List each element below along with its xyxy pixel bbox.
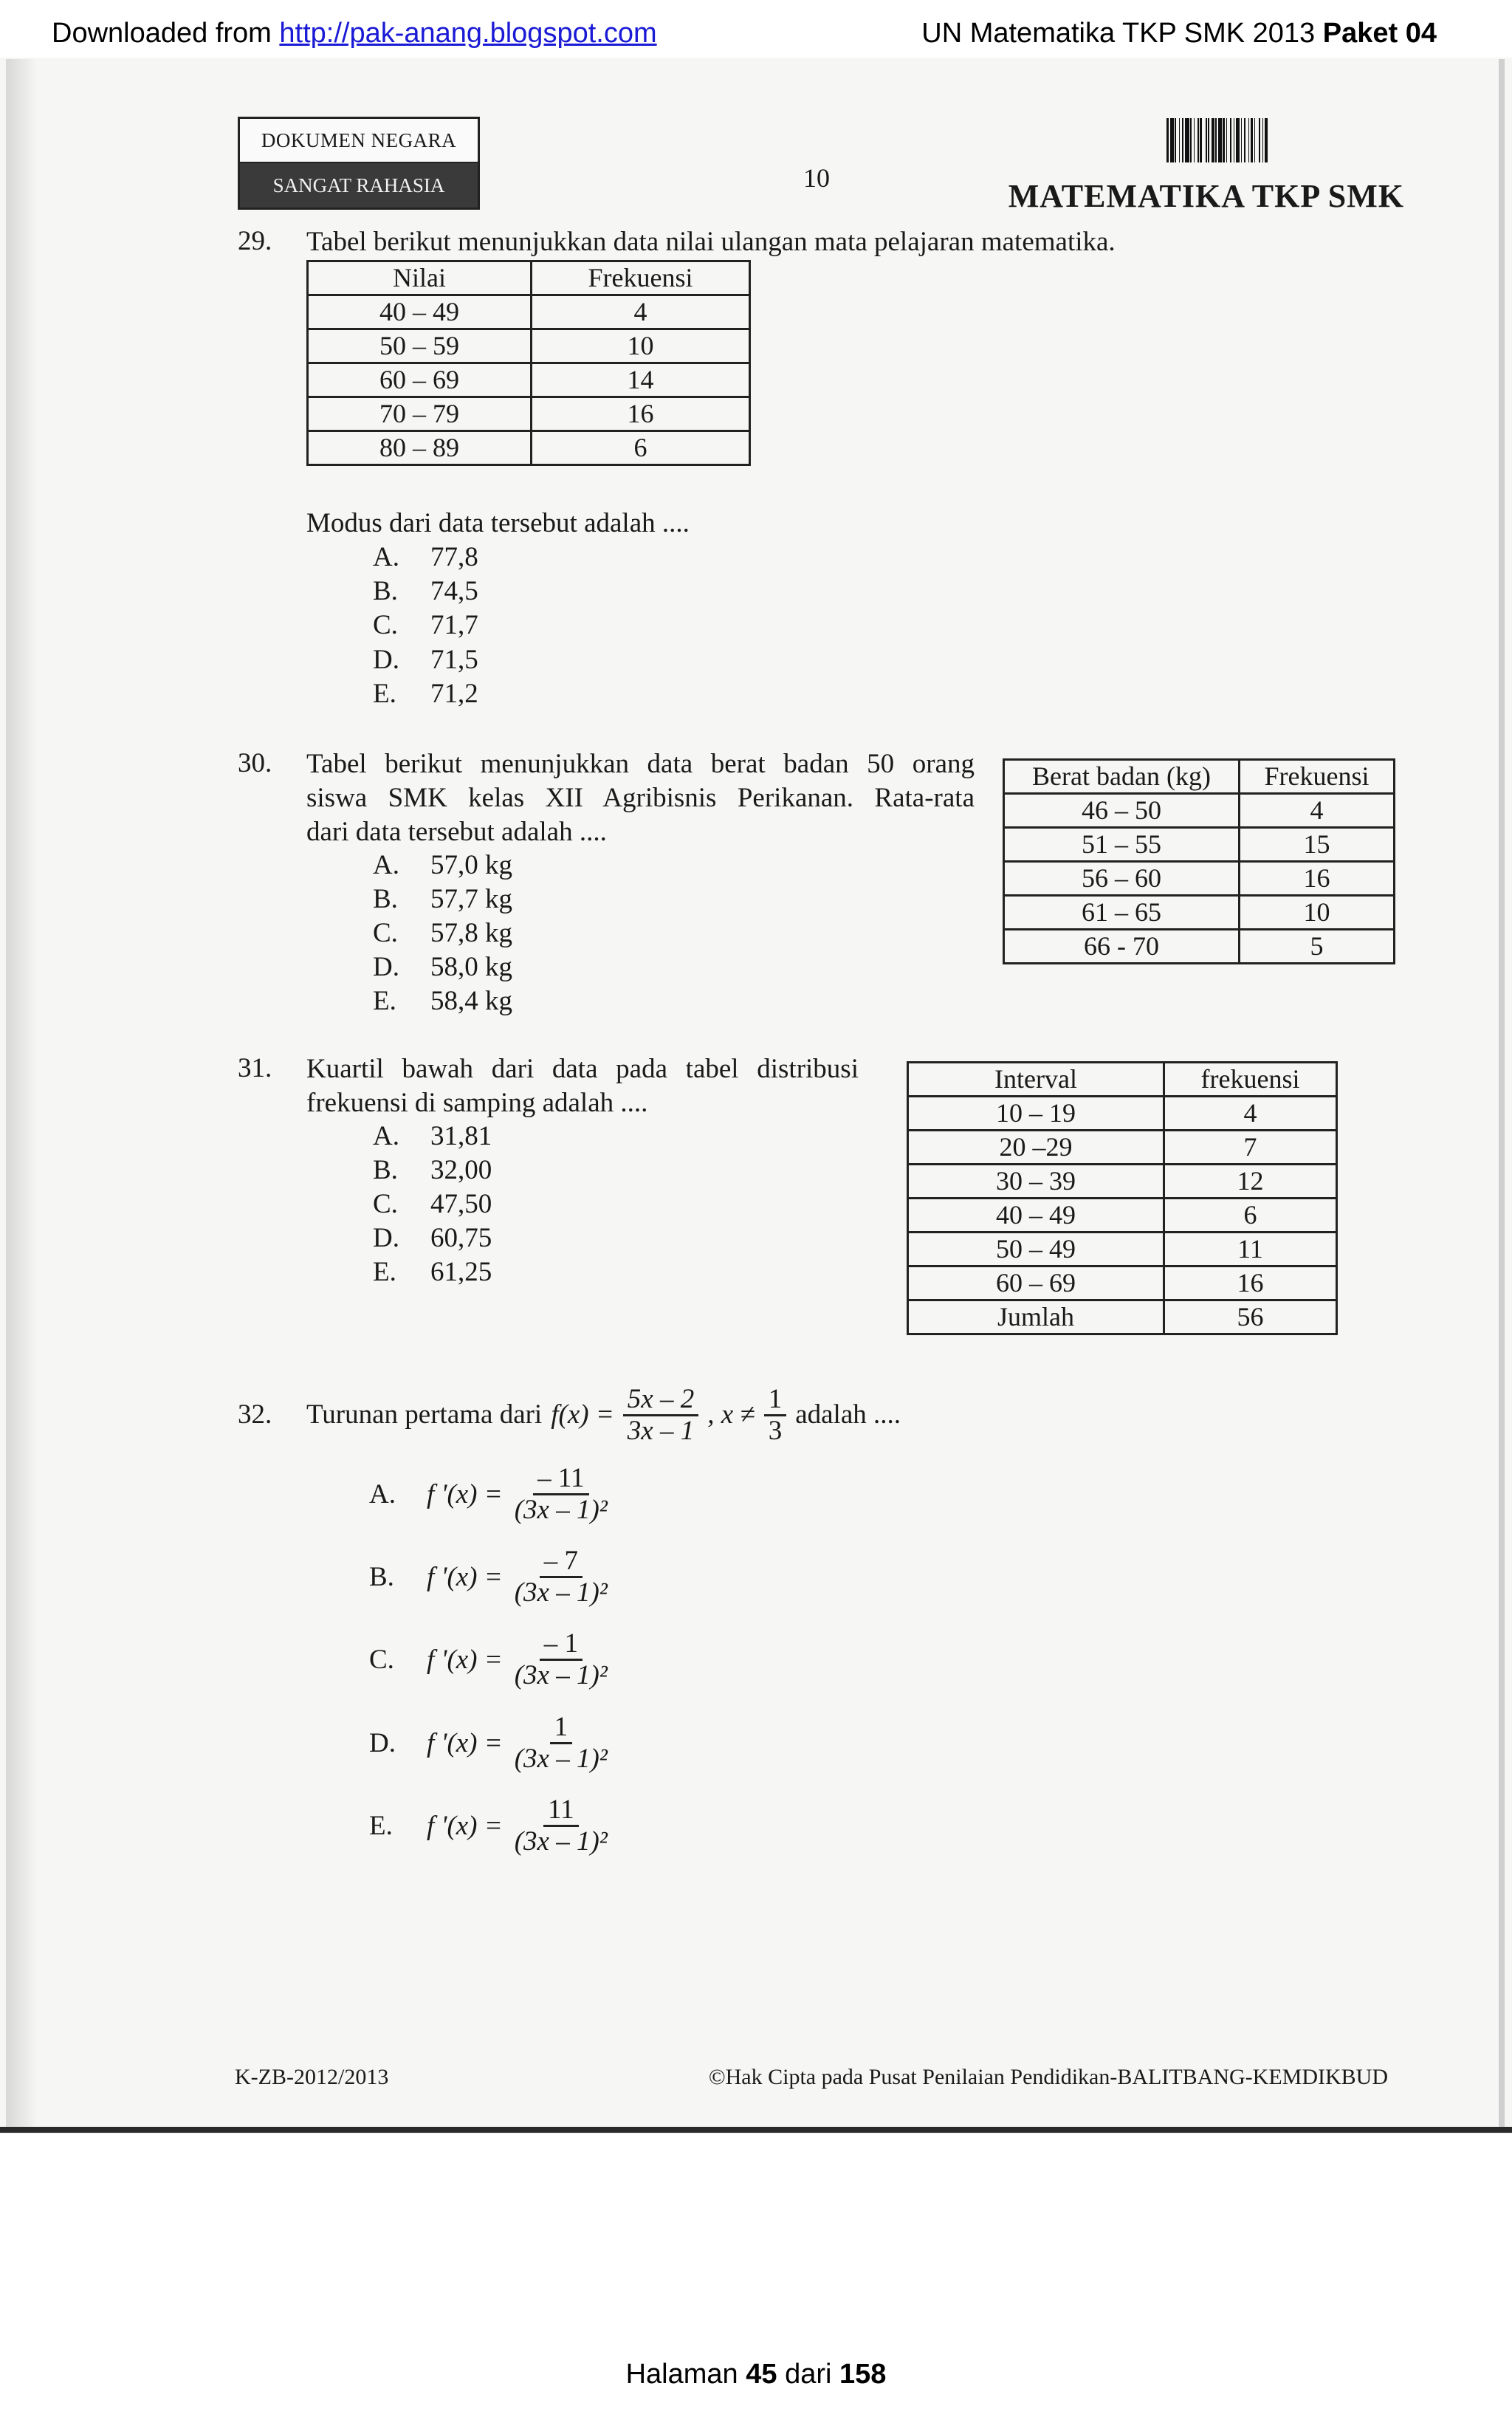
q29-question: Modus dari data tersebut adalah .... — [306, 508, 690, 538]
q29-option-a[interactable] — [373, 541, 478, 573]
document-code: K-ZB-2012/2013 — [235, 2065, 389, 2089]
table-cell: 14 — [532, 363, 750, 397]
option-lhs: f '(x) = — [427, 1478, 503, 1509]
q31-option-a[interactable] — [373, 1120, 492, 1152]
table-cell: 56 — [1164, 1300, 1337, 1334]
table-row — [908, 1233, 1337, 1266]
table-cell: 60 – 69 — [308, 363, 532, 397]
table-row — [308, 295, 750, 329]
table-cell: 70 – 79 — [308, 397, 532, 431]
option-letter: D. — [373, 1223, 399, 1253]
option-value: 74,5 — [430, 576, 478, 606]
table-cell: 7 — [1164, 1131, 1337, 1165]
fraction-numerator: – 11 — [533, 1464, 588, 1495]
option-value: 61,25 — [430, 1257, 492, 1287]
q29-text: Tabel berikut menunjukkan data nilai ulangan mata pelajaran matematika. — [306, 227, 1116, 257]
table-cell: 80 – 89 — [308, 431, 532, 465]
table-cell: 12 — [1164, 1165, 1337, 1199]
option-letter: C. — [373, 918, 398, 948]
exam-title-text: UN Matematika TKP SMK 2013 — [921, 18, 1323, 49]
table-header-cell: Frekuensi — [532, 261, 750, 295]
option-letter: B. — [373, 1155, 398, 1185]
q30-table — [1003, 758, 1395, 964]
option-letter: B. — [369, 1561, 394, 1592]
q29-option-c[interactable] — [373, 609, 478, 641]
table-row — [908, 1131, 1337, 1165]
option-letter: D. — [369, 1727, 396, 1758]
option-letter: B. — [373, 576, 398, 606]
table-cell: Jumlah — [908, 1300, 1164, 1334]
option-value: 58,0 kg — [430, 952, 512, 982]
q32-option-e[interactable] — [369, 1789, 612, 1862]
q30-option-a[interactable] — [373, 849, 512, 881]
option-letter: E. — [373, 679, 396, 709]
option-letter: C. — [373, 1189, 398, 1219]
page-prefix: Halaman — [625, 2359, 746, 2390]
table-cell: 11 — [1164, 1233, 1337, 1266]
table-cell: 6 — [532, 431, 750, 465]
table-header-row — [908, 1063, 1337, 1097]
table-cell: 16 — [532, 397, 750, 431]
option-value: 57,0 kg — [430, 850, 512, 880]
fraction-numerator: 1 — [764, 1385, 787, 1416]
q30-option-e[interactable] — [373, 985, 512, 1017]
table-row — [908, 1266, 1337, 1300]
table-cell: 4 — [532, 295, 750, 329]
table-header-cell: Berat badan (kg) — [1004, 760, 1240, 794]
option-letter: B. — [373, 884, 398, 914]
table-cell: 10 — [1240, 896, 1395, 930]
q30-text-line1: Tabel berikut menunjukkan data berat badan 50 orang — [306, 749, 975, 779]
q32-number: 32. — [238, 1399, 272, 1430]
table-cell: 61 – 65 — [1004, 896, 1240, 930]
option-value: 71,2 — [430, 679, 478, 709]
table-cell: 46 – 50 — [1004, 794, 1240, 828]
option-value: 57,8 kg — [430, 918, 512, 948]
q31-text-line2: frekuensi di samping adalah .... — [306, 1088, 648, 1118]
table-header-cell: Interval — [908, 1063, 1164, 1097]
copyright-notice: ©Hak Cipta pada Pusat Penilaian Pendidikan-BALITBANG-KEMDIKBUD — [708, 2065, 1388, 2089]
fraction-denominator: 3 — [768, 1415, 783, 1446]
option-letter: D. — [373, 952, 399, 982]
q32-stem — [306, 1378, 901, 1452]
q32-suffix: adalah .... — [795, 1399, 901, 1430]
q32-condition-fraction — [764, 1385, 787, 1446]
q32-option-c[interactable] — [369, 1622, 612, 1696]
option-letter: E. — [373, 986, 396, 1016]
option-letter: A. — [369, 1478, 396, 1509]
table-cell: 51 – 55 — [1004, 828, 1240, 862]
table-header-row — [308, 261, 750, 295]
table-cell: 16 — [1164, 1266, 1337, 1300]
q31-option-c[interactable] — [373, 1188, 492, 1220]
table-row — [308, 431, 750, 465]
scan-bottom-edge — [0, 2127, 1512, 2133]
stamp-top: DOKUMEN NEGARA — [240, 119, 478, 163]
fraction-numerator: 1 — [550, 1713, 573, 1744]
q32-option-a[interactable] — [369, 1457, 612, 1531]
table-cell: 40 – 49 — [308, 295, 532, 329]
q29-option-b[interactable] — [373, 575, 478, 607]
q31-option-b[interactable] — [373, 1154, 492, 1186]
fraction-numerator: – 1 — [540, 1629, 583, 1661]
q30-option-b[interactable] — [373, 883, 512, 915]
q29-option-d[interactable] — [373, 644, 478, 676]
table-row — [1004, 896, 1395, 930]
option-letter: C. — [369, 1644, 394, 1675]
q29-option-e[interactable] — [373, 678, 478, 710]
fraction-denominator: (3x – 1)² — [514, 1743, 608, 1774]
table-header-cell: Frekuensi — [1240, 760, 1395, 794]
q31-option-e[interactable] — [373, 1256, 492, 1288]
q32-function-fraction — [623, 1385, 698, 1446]
q31-option-d[interactable] — [373, 1222, 492, 1254]
option-lhs: f '(x) = — [427, 1644, 503, 1675]
table-row — [908, 1165, 1337, 1199]
table-cell: 56 – 60 — [1004, 862, 1240, 896]
table-cell: 4 — [1240, 794, 1395, 828]
q31-number: 31. — [238, 1053, 272, 1083]
option-fraction — [510, 1629, 612, 1690]
option-value: 77,8 — [430, 542, 478, 572]
scan-page-number: 10 — [803, 163, 830, 193]
option-fraction — [510, 1464, 612, 1525]
subject-title: MATEMATIKA TKP SMK — [1008, 178, 1404, 214]
q32-option-d[interactable] — [369, 1706, 612, 1780]
fraction-denominator: (3x – 1)² — [514, 1577, 608, 1608]
option-letter: A. — [373, 1121, 399, 1151]
table-row — [908, 1097, 1337, 1131]
fraction-numerator: – 7 — [540, 1546, 583, 1578]
barcode-icon — [1166, 118, 1406, 162]
q30-option-c[interactable] — [373, 917, 512, 949]
q32-condition: , x ≠ — [707, 1399, 755, 1430]
option-value: 60,75 — [430, 1223, 492, 1253]
q31-table — [907, 1061, 1338, 1335]
table-header-cell: Nilai — [308, 261, 532, 295]
option-lhs: f '(x) = — [427, 1727, 503, 1758]
page-indicator — [0, 2359, 1512, 2390]
table-cell: 60 – 69 — [908, 1266, 1164, 1300]
source-link[interactable]: http://pak-anang.blogspot.com — [279, 18, 657, 49]
exam-package: Paket 04 — [1322, 18, 1437, 49]
fraction-denominator: (3x – 1)² — [514, 1659, 608, 1690]
option-value: 71,7 — [430, 610, 478, 640]
scan-left-edge — [6, 59, 37, 2127]
table-cell: 15 — [1240, 828, 1395, 862]
fraction-numerator: 11 — [543, 1795, 579, 1827]
table-cell: 20 –29 — [908, 1131, 1164, 1165]
scan-right-edge — [1499, 59, 1505, 2127]
option-value: 32,00 — [430, 1155, 492, 1185]
q29-number: 29. — [238, 226, 272, 256]
option-letter: E. — [373, 1257, 396, 1287]
table-cell: 10 — [532, 329, 750, 363]
download-label: Downloaded from — [52, 18, 280, 49]
fraction-denominator: (3x – 1)² — [514, 1494, 608, 1525]
option-fraction — [510, 1546, 612, 1608]
table-row — [1004, 862, 1395, 896]
table-row — [908, 1199, 1337, 1233]
stamp-bottom: SANGAT RAHASIA — [240, 163, 478, 208]
table-row — [1004, 828, 1395, 862]
option-value: 47,50 — [430, 1189, 492, 1219]
option-fraction — [510, 1795, 612, 1857]
q30-text-line3: dari data tersebut adalah .... — [306, 817, 607, 847]
option-letter: D. — [373, 645, 399, 675]
option-letter: E. — [369, 1810, 393, 1841]
table-cell: 6 — [1164, 1199, 1337, 1233]
table-cell: 50 – 49 — [908, 1233, 1164, 1266]
option-value: 58,4 kg — [430, 986, 512, 1016]
table-cell: 16 — [1240, 862, 1395, 896]
table-cell: 4 — [1164, 1097, 1337, 1131]
table-header-row — [1004, 760, 1395, 794]
table-cell: 40 – 49 — [908, 1199, 1164, 1233]
page-mid: dari — [777, 2359, 839, 2390]
download-source-line — [52, 18, 657, 49]
option-value: 71,5 — [430, 645, 478, 675]
option-value: 57,7 kg — [430, 884, 512, 914]
q29-table — [306, 260, 751, 466]
table-row — [308, 397, 750, 431]
q31-text-line1: Kuartil bawah dari data pada tabel distribusi — [306, 1054, 859, 1084]
table-row — [1004, 930, 1395, 964]
option-letter: A. — [373, 542, 399, 572]
table-row — [308, 329, 750, 363]
table-row — [908, 1300, 1337, 1334]
fraction-denominator: 3x – 1 — [627, 1415, 695, 1446]
table-cell: 50 – 59 — [308, 329, 532, 363]
option-letter: A. — [373, 850, 399, 880]
table-cell: 5 — [1240, 930, 1395, 964]
table-cell: 66 - 70 — [1004, 930, 1240, 964]
option-lhs: f '(x) = — [427, 1561, 503, 1592]
table-row — [308, 363, 750, 397]
q30-text-line2: siswa SMK kelas XII Agribisnis Perikanan. Rata-rata — [306, 783, 975, 813]
fraction-numerator: 5x – 2 — [623, 1385, 698, 1416]
option-letter: C. — [373, 610, 398, 640]
q30-option-d[interactable] — [373, 951, 512, 983]
table-cell: 10 – 19 — [908, 1097, 1164, 1131]
classification-stamp — [238, 117, 480, 210]
q32-option-b[interactable] — [369, 1540, 612, 1614]
fraction-denominator: (3x – 1)² — [514, 1826, 608, 1857]
q32-prefix: Turunan pertama dari — [306, 1399, 543, 1430]
page-current: 45 — [746, 2359, 777, 2390]
page-total: 158 — [839, 2359, 887, 2390]
table-row — [1004, 794, 1395, 828]
option-value: 31,81 — [430, 1121, 492, 1151]
table-header-cell: frekuensi — [1164, 1063, 1337, 1097]
option-fraction — [510, 1713, 612, 1774]
q32-function-name: f(x) = — [551, 1399, 614, 1430]
option-lhs: f '(x) = — [427, 1810, 503, 1841]
table-cell: 30 – 39 — [908, 1165, 1164, 1199]
exam-title — [921, 18, 1437, 49]
q30-number: 30. — [238, 748, 272, 778]
